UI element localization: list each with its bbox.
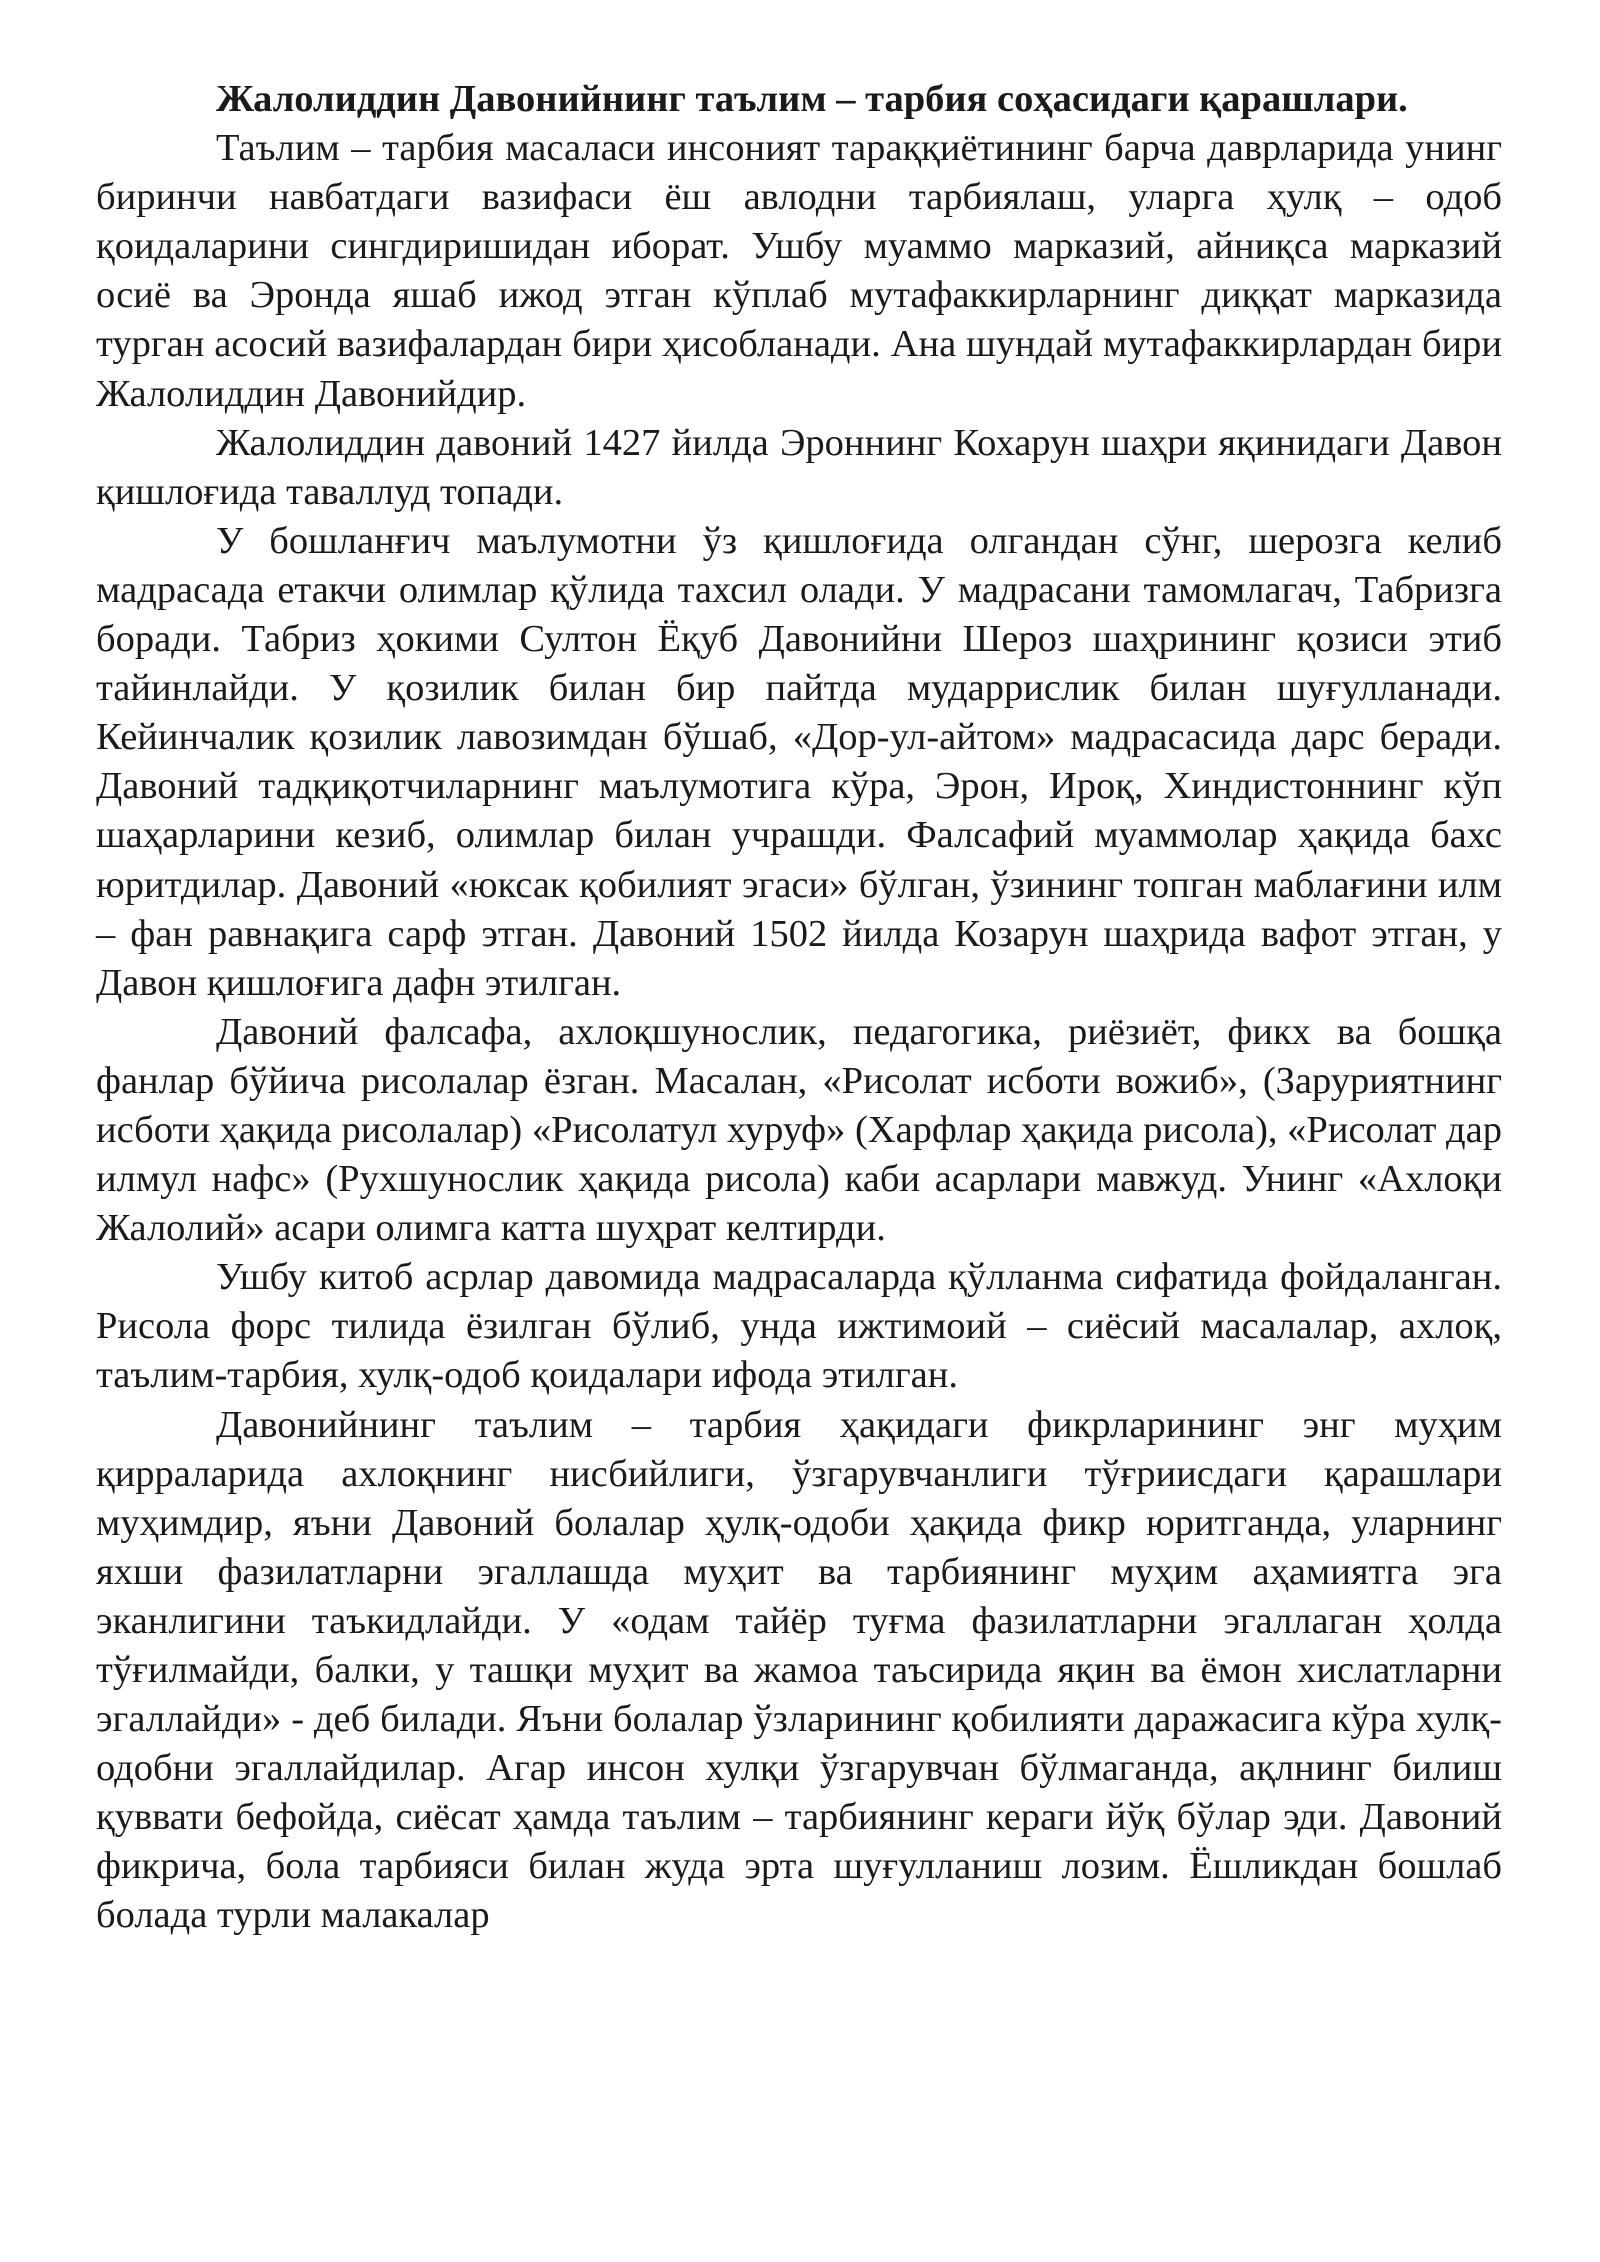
paragraph: У бошланғич маълумотни ўз қишлоғида олгандан сўнг, шерозга келиб мадрасада етакчи олимлар қўлида тахсил олади. У мадрасани тамомлагач, Табризга боради. Табриз ҳокими Султон Ёқуб Давонийни Шероз шаҳрининг қозиси этиб тайинлайди. У қозилик билан бир пайтда мударрислик билан шуғулланади. Кейинчалик қозилик лавозимдан бўшаб, «Дор-ул-айтом» мадрасасида дарс беради. Давоний тадқиқотчиларнинг маълумотига кўра, Эрон, Ироқ, Хиндистоннинг кўп шаҳарларини кезиб, олимлар билан учрашди. Фалсафий муаммолар ҳақида бахс юритдилар. Давоний «юксак қобилият эгаси» бўлган, ўзининг топган маблағини илм – фан равнақига сарф этган. Давоний 1502 йилда Козарун шаҳрида вафот этган, у Давон қишлоғига дафн этилган. (96, 519, 1502, 1004)
paragraph: Таълим – тарбия масаласи инсоният тараққиётининг барча даврларида унинг биринчи навбатдаги вазифаси ёш авлодни тарбиялаш, уларга ҳулқ – одоб қоидаларини сингдиришидан иборат. Ушбу муаммо марказий, айниқса марказий осиё ва Эронда яшаб ижод этган кўплаб мутафаккирларнинг диққат марказида турган асосий вазифалардан бири ҳисобланади. Ана шундай мутафаккирлардан бири Жалолиддин Давонийдир. (96, 127, 1502, 415)
paragraph: Давонийнинг таълим – тарбия ҳақидаги фикрларининг энг муҳим қирраларида ахлоқнинг нисбийлиги, ўзгарувчанлиги тўғриисдаги қарашлари муҳимдир, яъни Давоний болалар ҳулқ-одоби ҳақида фикр юритганда, уларнинг яхши фазилатларни эгаллашда муҳит ва тарбиянинг муҳим аҳамиятга эга эканлигини таъкидлайди. У «одам тайёр туғма фазилатларни эгаллаган ҳолда тўғилмайди, балки, у ташқи муҳит ва жамоа таъсирида яқин ва ёмон хислатларни эгаллайди» - деб билади. Яъни болалар ўзларининг қобилияти даражасига кўра хулқ-одобни эгаллайдилар. Агар инсон хулқи ўзгарувчан бўлмаганда, ақлнинг билиш қуввати бефойда, сиёсат ҳамда таълим – тарбиянинг кераги йўқ бўлар эди. Давоний фикрича, бола тарбияси билан жуда эрта шуғулланиш лозим. Ёшликдан бошлаб болада турли малакалар (96, 1403, 1502, 1937)
document-page (96, 75, 1502, 1941)
paragraph: Давоний фалсафа, ахлоқшунослик, педагогика, риёзиёт, фикх ва бошқа фанлар бўйича рисолалар ёзган. Масалан, «Рисолат исботи вожиб», (Заруриятнинг исботи ҳақида рисолалар) «Рисолатул хуруф» (Харфлар ҳақида рисола), «Рисолат дар илмул нафс» (Рухшунослик ҳақида рисола) каби асарлари мавжуд. Унинг «Ахлоқи Жалолий» асари олимга катта шуҳрат келтирди. (96, 1010, 1502, 1250)
paragraph: Жалолиддин давоний 1427 йилда Эроннинг Кохарун шаҳри яқинидаги Давон қишлоғида таваллуд топади. (96, 421, 1502, 513)
paragraph: Ушбу китоб асрлар давомида мадрасаларда қўлланма сифатида фойдаланган. Рисола форс тилида ёзилган бўлиб, унда ижтимоий – сиёсий масалалар, ахлоқ, таълим-тарбия, хулқ-одоб қоидалари ифода этилган. (96, 1256, 1502, 1397)
document-title: Жалолиддин Давонийнинг таълим – тарбия соҳасидаги қарашлари. (216, 78, 1408, 120)
